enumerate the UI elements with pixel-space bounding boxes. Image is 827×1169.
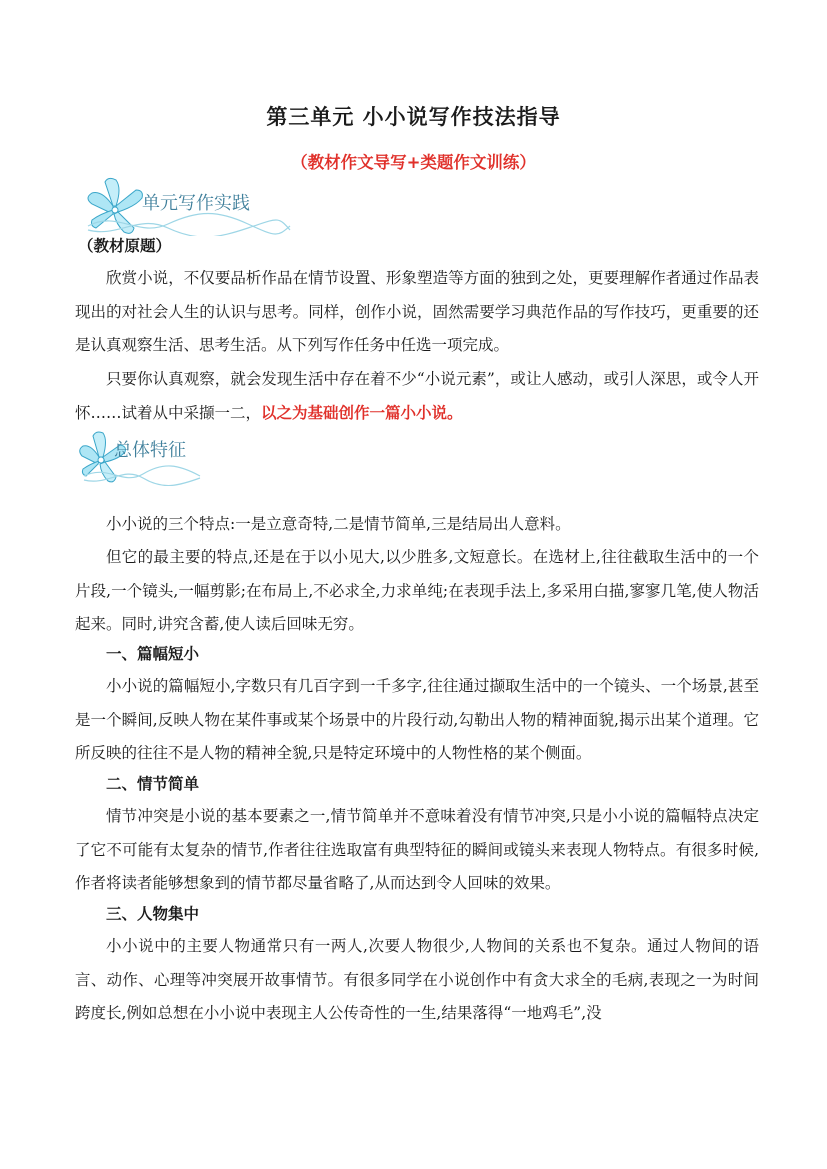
- paragraph: 情节冲突是小说的基本要素之一,情节简单并不意味着没有情节冲突,只是小小说的篇幅特点决定了它不可能有太复杂的情节,作者往往选取富有典型特征的瞬间或镜头来表现人物特点。有很多时候,作者将读者能够想象到的情节都尽量省略了,从而达到令人回味的效果。: [75, 807, 759, 892]
- paragraph-text: 只要你认真观察，就会发现生活中存在着不少“小说元素”，或让人感动，或引人深思，或令人开怀……试着从中采撷一二，: [75, 370, 759, 422]
- page-title: 第三单元 小小说写作技法指导: [266, 105, 561, 129]
- paragraph: 欣赏小说，不仅要品析作品在情节设置、形象塑造等方面的独到之处，更要理解作者通过作品表现出的对社会人生的认识与思考。同样，创作小说，固然需要学习典范作品的写作技巧，更重要的还是认真观察生活、思考生活。从下列写作任务中任选一项完成。: [75, 269, 759, 354]
- banner-label: 总体特征: [114, 440, 186, 461]
- highlighted-requirement: 以之为基础创作一篇小小说。: [261, 403, 463, 422]
- section-heading: 二、情节简单: [106, 775, 200, 793]
- section-banner-overall-features: [78, 428, 203, 486]
- paragraph: 小小说中的主要人物通常只有一两人,次要人物很少,人物间的关系也不复杂。通过人物间的语言、动作、心理等冲突展开故事情节。有很多同学在小说创作中有贪大求全的毛病,表现之一为时间跨度长,例如总想在小小说中表现主人公传奇性的一生,结果落得“一地鸡毛”,没: [75, 937, 759, 1022]
- paragraph: 但它的最主要的特点,还是在于以小见大,以少胜多,文短意长。在选材上,往往截取生活中的一个片段,一个镜头,一幅剪影;在布局上,不必求全,力求单纯;在表现手法上,多采用白描,寥寥几笔,使人物活起来。同时,讲究含蓄,使人读后回味无穷。: [75, 548, 759, 633]
- paragraph: 小小说的三个特点:一是立意奇特,二是情节简单,三是结局出人意料。: [106, 515, 571, 533]
- paragraph: 小小说的篇幅短小,字数只有几百字到一千多字,往往通过撷取生活中的一个镜头、一个场景,甚至是一个瞬间,反映人物在某件事或某个场景中的片段行动,勾勒出人物的精神面貌,揭示出某个道理。它所反映的往往不是人物的精神全貌,只是特定环境中的人物性格的某个侧面。: [75, 677, 759, 762]
- page-subtitle: （教材作文导写+类题作文训练）: [291, 153, 536, 172]
- original-question-label: （教材原题）: [78, 237, 172, 255]
- section-heading: 一、篇幅短小: [106, 645, 200, 663]
- paragraph: [75, 363, 759, 430]
- banner-label: 单元写作实践: [142, 193, 250, 214]
- section-heading: 三、人物集中: [106, 905, 200, 923]
- section-banner-unit-writing: [78, 176, 293, 236]
